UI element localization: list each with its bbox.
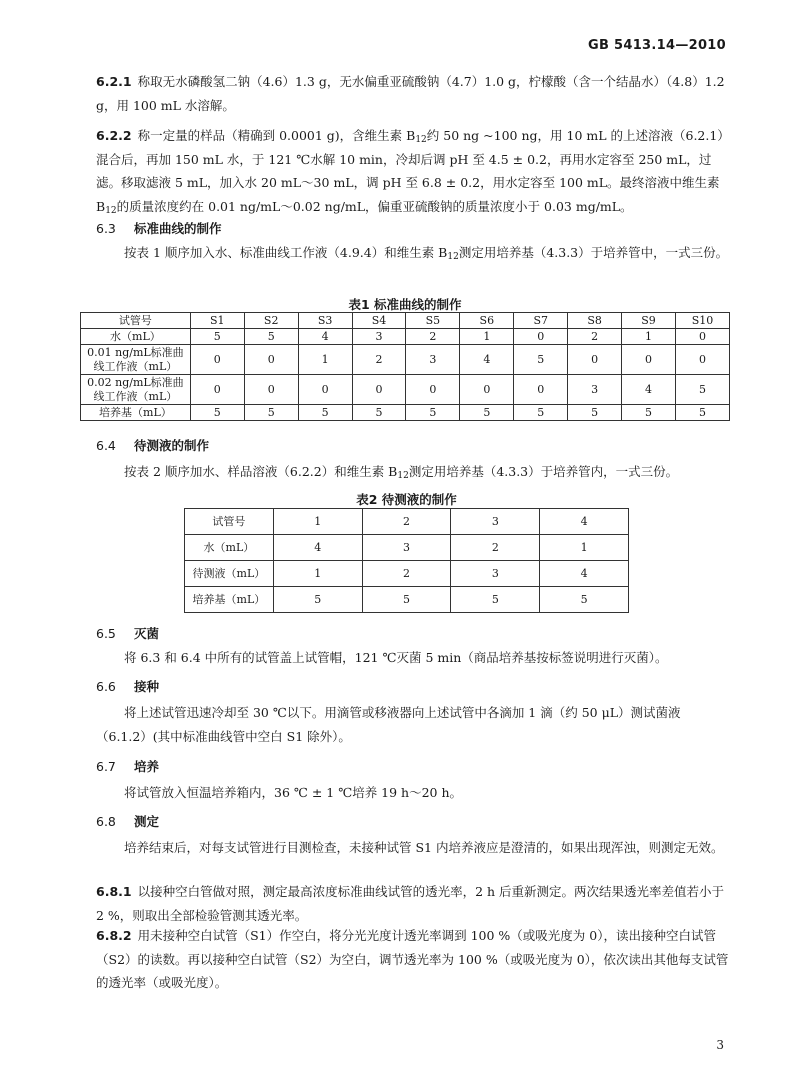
heading-6-7 (96, 757, 159, 775)
table-cell: 4 (540, 561, 629, 587)
table-cell: 5 (451, 587, 540, 613)
row-label: 水（mL） (81, 329, 191, 345)
table-cell: 5 (406, 405, 460, 421)
table-cell: 0 (190, 375, 244, 405)
section-num: 6.8 (96, 814, 116, 829)
table-cell: 0 (514, 375, 568, 405)
section-title: 培养 (134, 759, 160, 774)
section-title: 灭菌 (134, 626, 160, 641)
subscript: 12 (105, 205, 117, 216)
para-text: 测定用培养基（4.3.3）于培养管中，一式三份。 (458, 245, 729, 260)
table-header-cell: S2 (244, 313, 298, 329)
table-row (81, 375, 730, 405)
row-label: 待测液（mL） (185, 561, 274, 587)
row-label: 培养基（mL） (185, 587, 274, 613)
para-text: 用未接种空白试管（S1）作空白，将分光光度计透光率调到 100 %（或吸光度为 0），读出接种空白试管（S2）的读数。再以接种空白试管（S2）为空白，调节透光率为 100 %（或吸光度为 0），依次读出其他每支试管的透光率（或吸光度）。 (96, 928, 729, 990)
row-label: 培养基（mL） (81, 405, 191, 421)
table-header-cell: S3 (298, 313, 352, 329)
table-header-cell: S9 (622, 313, 676, 329)
heading-6-4 (96, 436, 209, 454)
table-header-row (185, 509, 629, 535)
para-6-8: 培养结束后，对每支试管进行目测检查，未接种试管 S1 内培养液应是澄清的，如果出现浑浊，则测定无效。 (124, 840, 724, 855)
table-header-cell: 1 (273, 509, 362, 535)
row-label: 0.01 ng/mL标准曲线工作液（mL） (81, 345, 191, 375)
table-cell: 5 (514, 345, 568, 375)
table-cell: 5 (460, 405, 514, 421)
table-header-cell: S1 (190, 313, 244, 329)
table-cell: 3 (352, 329, 406, 345)
para-6-2-1 (96, 70, 730, 117)
table-cell: 2 (451, 535, 540, 561)
table-row (81, 405, 730, 421)
table-cell: 5 (244, 405, 298, 421)
table-cell: 0 (622, 345, 676, 375)
para-6-8-2 (96, 924, 730, 995)
table-header-cell: S8 (568, 313, 622, 329)
section-num: 6.4 (96, 438, 116, 453)
table-row (81, 329, 730, 345)
table-header-cell: S7 (514, 313, 568, 329)
table-row (185, 535, 629, 561)
table-cell: 0 (298, 375, 352, 405)
subscript: 12 (447, 252, 459, 262)
row-label: 0.02 ng/mL标准曲线工作液（mL） (81, 375, 191, 405)
table-header-cell: S6 (460, 313, 514, 329)
heading-6-3 (96, 219, 222, 237)
table-cell: 5 (540, 587, 629, 613)
table-cell: 5 (244, 329, 298, 345)
table-cell: 0 (514, 329, 568, 345)
section-num: 6.3 (96, 221, 116, 236)
section-num: 6.5 (96, 626, 116, 641)
table-cell: 0 (460, 375, 514, 405)
table-cell: 5 (352, 405, 406, 421)
table-cell: 5 (273, 587, 362, 613)
subscript: 12 (415, 135, 427, 145)
table-cell: 3 (451, 561, 540, 587)
para-text: 以接种空白管做对照，测定最高浓度标准曲线试管的透光率，2 h 后重新测定。两次结果透光率差值若小于 2 %，则取出全部检验管测其透光率。 (96, 884, 725, 923)
heading-6-6 (96, 677, 159, 695)
table-cell: 5 (514, 405, 568, 421)
table-cell: 5 (622, 405, 676, 421)
table-header-cell: 试管号 (81, 313, 191, 329)
table-cell: 0 (244, 345, 298, 375)
page-number: 3 (716, 1038, 724, 1052)
table-cell: 3 (362, 535, 451, 561)
section-num: 6.2.2 (96, 128, 132, 143)
para-text: 称一定量的样品（精确到 0.0001 g)，含维生素 B (137, 128, 416, 143)
table-cell: 2 (352, 345, 406, 375)
table-cell: 0 (675, 345, 729, 375)
table-cell: 4 (298, 329, 352, 345)
table-cell: 2 (362, 561, 451, 587)
table-cell: 1 (298, 345, 352, 375)
para-text: 约 50 ng ~100 ng，用 10 mL 的上述溶液（6.2.1）混合后，再加 150 mL 水，于 121 ℃水解 10 min，冷却后调 pH 至 4.5 ± 0.2，再用水定容至 250 mL，过滤。移取滤液 5 mL，加入水 20 mL～30 mL，调 pH 至 6.8 ± 0.2，用水定容至 100 mL。最终溶液中维生素 B (96, 128, 730, 214)
table-cell: 5 (675, 405, 729, 421)
table-header-cell: 3 (451, 509, 540, 535)
para-6-2-2 (96, 124, 730, 218)
para-6-7: 将试管放入恒温培养箱内，36 ℃ ± 1 ℃培养 19 h～20 h。 (124, 785, 463, 800)
subscript: 12 (397, 471, 409, 481)
table-header-cell: 2 (362, 509, 451, 535)
table-cell: 3 (406, 345, 460, 375)
table-header-cell: S4 (352, 313, 406, 329)
table-cell: 4 (460, 345, 514, 375)
heading-6-5 (96, 624, 159, 642)
para-text: 称取无水磷酸氢二钠（4.6）1.3 g，无水偏重亚硫酸钠（4.7）1.0 g，柠檬酸（含一个结晶水）（4.8）1.2 g，用 100 mL 水溶解。 (96, 74, 725, 113)
table2 (184, 508, 629, 613)
table-cell: 1 (273, 561, 362, 587)
table-header-cell: 试管号 (185, 509, 274, 535)
table-cell: 4 (622, 375, 676, 405)
para-text: 测定用培养基（4.3.3）于培养管内，一式三份。 (408, 464, 679, 479)
table-cell: 5 (298, 405, 352, 421)
table-cell: 0 (352, 375, 406, 405)
para-text: 按表 1 顺序加入水、标准曲线工作液（4.9.4）和维生素 B (124, 245, 448, 260)
table1 (80, 312, 730, 421)
section-title: 测定 (134, 814, 160, 829)
section-num: 6.8.1 (96, 884, 132, 899)
heading-6-8 (96, 812, 159, 830)
para-6-5: 将 6.3 和 6.4 中所有的试管盖上试管帽，121 ℃灭菌 5 min（商品培养基按标签说明进行灭菌）。 (124, 650, 668, 665)
standard-number: GB 5413.14—2010 (588, 38, 726, 53)
para-6-4 (124, 460, 730, 484)
table-header-cell: 4 (540, 509, 629, 535)
para-6-6: 将上述试管迅速冷却至 30 ℃以下。用滴管或移液器向上述试管中各滴加 1 滴（约 50 μL）测试菌液（6.1.2）(其中标准曲线管中空白 S1 除外）。 (96, 705, 681, 744)
section-num: 6.7 (96, 759, 116, 774)
table-row (185, 587, 629, 613)
table-cell: 2 (568, 329, 622, 345)
table-cell: 5 (675, 375, 729, 405)
table-cell: 1 (540, 535, 629, 561)
section-title: 待测液的制作 (134, 438, 210, 453)
table2-caption: 表2 待测液的制作 (356, 492, 457, 507)
table-cell: 5 (190, 329, 244, 345)
table-row (81, 345, 730, 375)
para-6-8-1 (96, 880, 730, 927)
section-num: 6.8.2 (96, 928, 132, 943)
section-title: 标准曲线的制作 (134, 221, 222, 236)
section-title: 接种 (134, 679, 160, 694)
para-6-3 (124, 241, 730, 265)
table-cell: 5 (568, 405, 622, 421)
para-text: 按表 2 顺序加水、样品溶液（6.2.2）和维生素 B (124, 464, 398, 479)
table-header-cell: S5 (406, 313, 460, 329)
para-text: 的质量浓度约在 0.01 ng/mL～0.02 ng/mL，偏重亚硫酸钠的质量浓度小于 0.03 mg/mL。 (116, 198, 633, 214)
table-cell: 0 (406, 375, 460, 405)
table-cell: 0 (244, 375, 298, 405)
table-cell: 5 (190, 405, 244, 421)
table-cell: 4 (273, 535, 362, 561)
table1-caption: 表1 标准曲线的制作 (348, 297, 462, 312)
table-header-row (81, 313, 730, 329)
table-cell: 3 (568, 375, 622, 405)
table-cell: 5 (362, 587, 451, 613)
table-cell: 1 (460, 329, 514, 345)
table-cell: 0 (190, 345, 244, 375)
table-header-cell: S10 (675, 313, 729, 329)
table-cell: 0 (568, 345, 622, 375)
section-num: 6.2.1 (96, 74, 132, 89)
table-cell: 2 (406, 329, 460, 345)
table-cell: 0 (675, 329, 729, 345)
table-row (185, 561, 629, 587)
row-label: 水（mL） (185, 535, 274, 561)
table-cell: 1 (622, 329, 676, 345)
section-num: 6.6 (96, 679, 116, 694)
